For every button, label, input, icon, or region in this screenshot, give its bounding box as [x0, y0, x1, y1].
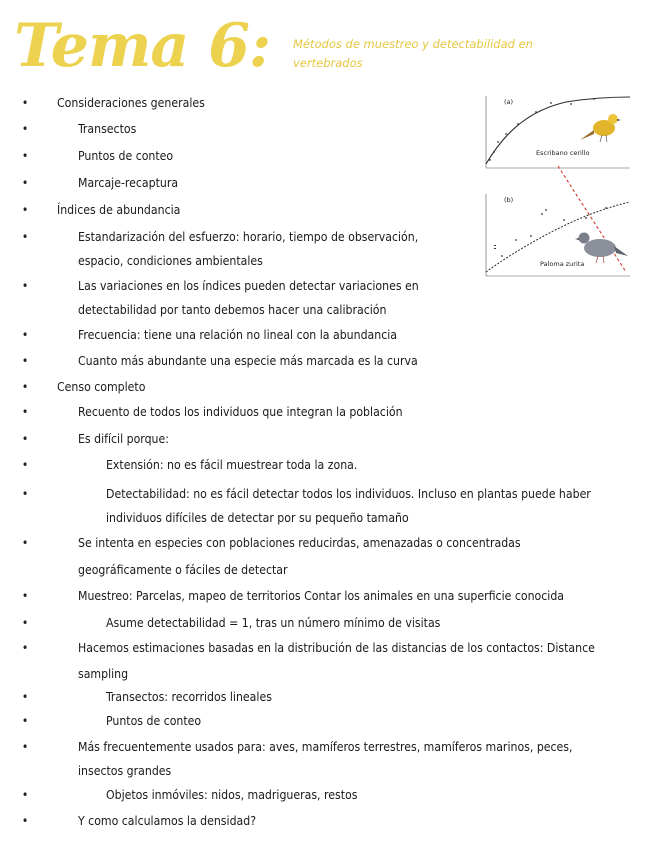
bullet-text-continuation: individuos difíciles de detectar por su pequeño tamaño [106, 511, 409, 525]
bullet-text: Asume detectabilidad = 1, tras un número mínimo de visitas [106, 616, 441, 630]
bullet-dot-icon: • [21, 96, 29, 110]
bullet-dot-icon: • [21, 176, 29, 190]
bullet-text: Muestreo: Parcelas, mapeo de territorios Contar los animales en una superficie conocida [78, 589, 565, 603]
bullet-text-continuation: sampling [78, 667, 129, 681]
bullet-text: Cuanto más abundante una especie más marcada es la curva [78, 354, 418, 368]
bullet-text-continuation: espacio, condiciones ambientales [78, 254, 263, 268]
bullet-dot-icon: • [21, 279, 29, 293]
bullet-dot-icon: • [21, 230, 29, 244]
top-chart-panel [486, 96, 630, 168]
bullet-dot-icon: • [21, 354, 29, 368]
bullet-text: Estandarización del esfuerzo: horario, tiempo de observación, [78, 230, 419, 244]
bullet-text: Y como calculamos la densidad? [78, 814, 257, 828]
bullet-dot-icon: • [21, 203, 29, 217]
bullet-text: Es difícil porque: [78, 432, 169, 446]
bullet-text: Censo completo [57, 380, 146, 394]
bullet-dot-icon: • [21, 536, 29, 550]
bullet-dot-icon: • [21, 122, 29, 136]
bullet-dot-icon: • [21, 405, 29, 419]
svg-text:(b): (b) [504, 196, 514, 204]
bullet-text: Puntos de conteo [106, 714, 202, 728]
bullet-text: Las variaciones en los índices pueden detectar variaciones en [78, 279, 419, 293]
yellowhammer-bird-icon [580, 114, 621, 142]
frequency-abundance-figure [476, 90, 636, 288]
bullet-dot-icon: • [21, 432, 29, 446]
figure-svg [476, 90, 636, 288]
bullet-dot-icon: • [21, 714, 29, 728]
bullet-text: Frecuencia: tiene una relación no lineal con la abundancia [78, 328, 397, 342]
bullet-text: Hacemos estimaciones basadas en la distribución de las distancias de los contactos: Distance [78, 641, 595, 655]
connector-dashed-line [558, 166, 626, 272]
bullet-dot-icon: • [21, 616, 29, 630]
bullet-dot-icon: • [21, 149, 29, 163]
top-species-label: Escribano cerillo [536, 149, 590, 157]
bullet-text: Transectos: recorridos lineales [106, 690, 272, 704]
svg-text:(a): (a) [504, 98, 514, 106]
bullet-text: Más frecuentemente usados para: aves, mamíferos terrestres, mamíferos marinos, peces, [78, 740, 573, 754]
bullet-dot-icon: • [21, 788, 29, 802]
bullet-dot-icon: • [21, 740, 29, 754]
bullet-dot-icon: • [21, 589, 29, 603]
bullet-text: Puntos de conteo [78, 149, 174, 163]
page-subtitle: Métodos de muestreo y detectabilidad en vertebrados [293, 37, 533, 70]
bullet-text-continuation: geográficamente o fáciles de detectar [78, 563, 288, 577]
bullet-text: Objetos inmóviles: nidos, madrigueras, restos [106, 788, 358, 802]
bottom-species-label: Paloma zurita [540, 260, 585, 268]
bullet-dot-icon: • [21, 641, 29, 655]
bullet-text: Se intenta en especies con poblaciones reducirdas, amenazadas o concentradas [78, 536, 521, 550]
bullet-text: Detectabilidad: no es fácil detectar todos los individuos. Incluso en plantas puede haber [106, 487, 591, 501]
bullet-text: Índices de abundancia [57, 203, 181, 217]
bullet-dot-icon: • [21, 487, 29, 501]
bullet-text-continuation: detectabilidad por tanto debemos hacer una calibración [78, 303, 387, 317]
bottom-chart-panel [486, 194, 630, 276]
pigeon-bird-icon [575, 233, 628, 264]
bullet-dot-icon: • [21, 380, 29, 394]
bullet-text: Consideraciones generales [57, 96, 205, 110]
bullet-dot-icon: • [21, 328, 29, 342]
bullet-text: Marcaje-recaptura [78, 176, 179, 190]
bullet-dot-icon: • [21, 458, 29, 472]
bullet-dot-icon: • [21, 814, 29, 828]
bullet-dot-icon: • [21, 690, 29, 704]
bullet-text: Transectos [78, 122, 137, 136]
bullet-text: Extensión: no es fácil muestrear toda la zona. [106, 458, 358, 472]
bullet-text-continuation: insectos grandes [78, 764, 172, 778]
bullet-text: Recuento de todos los individuos que integran la población [78, 405, 403, 419]
page-title: Tema 6: [14, 11, 271, 81]
